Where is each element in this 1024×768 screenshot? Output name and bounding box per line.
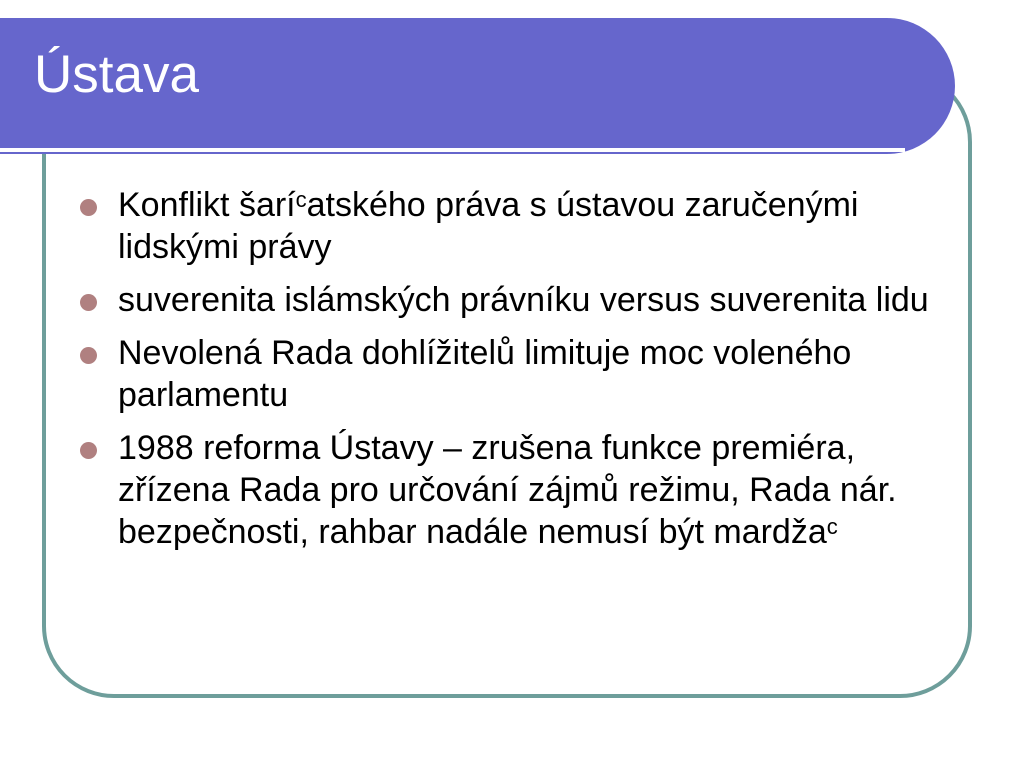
bullet-superscript: c xyxy=(826,514,838,539)
slide-title: Ústava xyxy=(34,45,199,104)
bullet-item xyxy=(118,427,938,553)
bullet-text-continued: atského práva s ústavou zaručenými lidskými právy xyxy=(118,186,859,266)
bullet-item xyxy=(118,332,938,416)
bullet-item xyxy=(118,279,938,321)
bullet-dot-icon xyxy=(80,442,97,459)
bullet-text: Nevolená Rada dohlížitelů limituje moc voleného parlamentu xyxy=(118,334,852,414)
bullet-dot-icon xyxy=(80,294,97,311)
bullet-text: Konflikt šarí xyxy=(118,186,296,224)
bullet-dot-icon xyxy=(80,199,97,216)
bullet-list xyxy=(118,184,938,564)
bullet-item xyxy=(118,184,938,268)
bullet-text: 1988 reforma Ústavy – zrušena funkce premiéra, zřízena Rada pro určování zájmů režimu, Rada nár. bezpečnosti, rahbar nadále nemusí být mardža xyxy=(118,429,897,551)
bullet-text: suverenita islámských právníku versus suverenita lidu xyxy=(118,281,929,319)
bullet-superscript: c xyxy=(295,187,307,212)
title-underline xyxy=(0,148,905,152)
bullet-dot-icon xyxy=(80,347,97,364)
